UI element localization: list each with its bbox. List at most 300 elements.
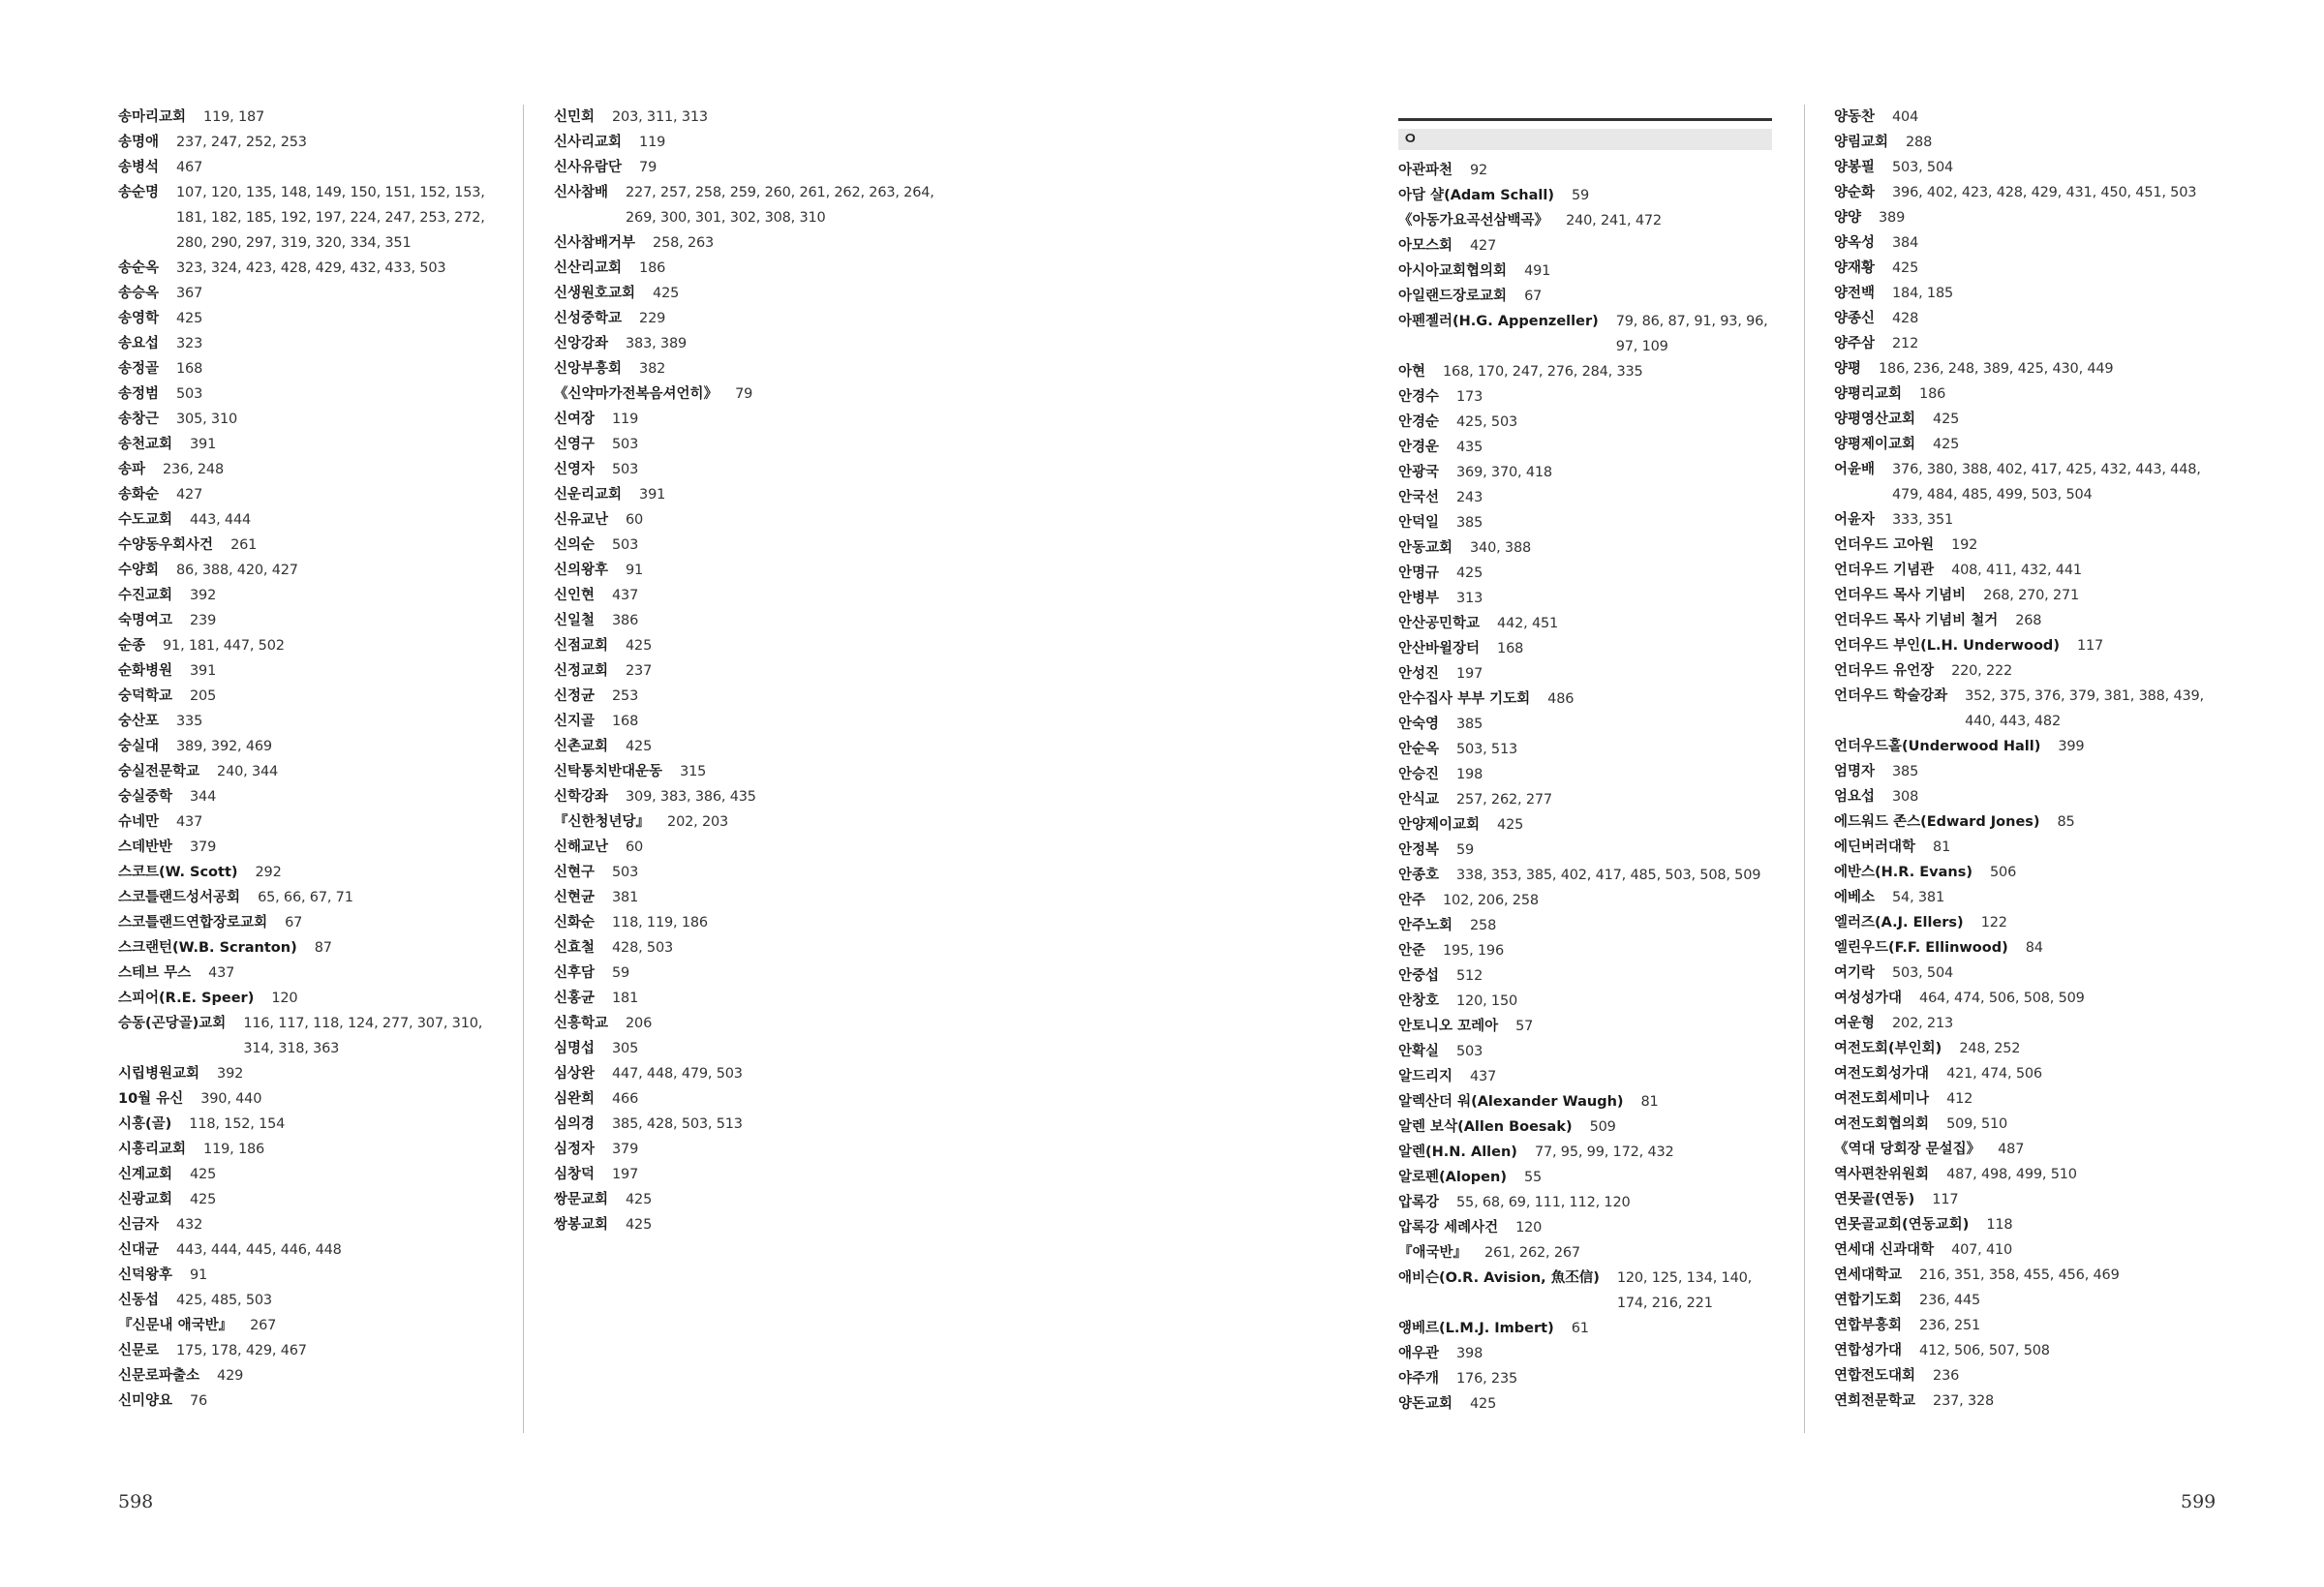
index-pages: 381 bbox=[612, 890, 639, 905]
index-entry bbox=[554, 407, 941, 432]
index-pages: 437 bbox=[1470, 1069, 1497, 1084]
index-pages: 389 bbox=[1879, 210, 1906, 226]
index-pages: 425 bbox=[190, 1167, 217, 1182]
index-entry bbox=[554, 306, 941, 331]
index-pages: 503 bbox=[612, 537, 639, 553]
index-entry bbox=[118, 432, 505, 457]
index-pages: 385 bbox=[1456, 515, 1483, 531]
index-pages: 437 bbox=[612, 588, 639, 603]
index-entry bbox=[118, 608, 505, 633]
index-term: 에반스(H.R. Evans) bbox=[1834, 865, 1973, 880]
index-term: 여성성가대 bbox=[1834, 991, 1903, 1006]
index-pages: 220, 222 bbox=[1951, 663, 2013, 679]
index-pages: 386 bbox=[612, 613, 639, 628]
index-term: 신흥학교 bbox=[554, 1016, 609, 1031]
index-entry bbox=[1398, 435, 1772, 460]
index-pages: 379 bbox=[190, 839, 217, 855]
index-term: 알렌 보삭(Allen Boesak) bbox=[1398, 1119, 1573, 1135]
index-term: 아관파천 bbox=[1398, 163, 1453, 178]
index-term: 신영자 bbox=[554, 462, 596, 477]
index-entry bbox=[1398, 888, 1772, 913]
index-pages: 391 bbox=[639, 487, 666, 503]
index-term: 신효철 bbox=[554, 940, 596, 956]
index-term: 여전도회(부인회) bbox=[1834, 1041, 1942, 1056]
index-term: 송순명 bbox=[118, 185, 160, 200]
index-term: 양양 bbox=[1834, 210, 1862, 226]
index-pages: 55 bbox=[1523, 1170, 1543, 1185]
index-entry bbox=[554, 1061, 941, 1086]
index-pages: 243 bbox=[1456, 490, 1483, 505]
index-entry bbox=[1834, 256, 2221, 281]
index-pages: 206 bbox=[626, 1016, 653, 1031]
index-pages: 55, 68, 69, 111, 112, 120 bbox=[1456, 1195, 1631, 1210]
index-term: 송정범 bbox=[118, 386, 160, 402]
index-pages: 503, 504 bbox=[1892, 965, 1954, 981]
index-term: 신정균 bbox=[554, 688, 596, 704]
index-term: 안종호 bbox=[1398, 868, 1440, 883]
index-pages: 487 bbox=[1998, 1142, 2025, 1157]
index-entry bbox=[554, 256, 941, 281]
index-term: 심의경 bbox=[554, 1116, 596, 1132]
index-pages: 509 bbox=[1589, 1119, 1616, 1135]
index-entry bbox=[1834, 281, 2221, 306]
index-term: 양평 bbox=[1834, 361, 1862, 377]
index-pages: 216, 351, 358, 455, 456, 469 bbox=[1919, 1267, 2120, 1283]
index-pages: 384 bbox=[1892, 235, 1919, 251]
index-term: 송영학 bbox=[118, 311, 160, 326]
column-divider bbox=[523, 105, 524, 1433]
index-pages: 85 bbox=[2057, 814, 2075, 830]
index-pages: 503 bbox=[1456, 1044, 1483, 1059]
index-pages: 61 bbox=[1571, 1321, 1589, 1336]
index-term: 신지골 bbox=[554, 714, 596, 729]
index-entry bbox=[1834, 558, 2221, 583]
index-entry bbox=[1834, 381, 2221, 407]
index-pages: 437 bbox=[208, 965, 235, 981]
index-term: 시흥(골) bbox=[118, 1116, 172, 1132]
index-entry bbox=[1398, 1039, 1772, 1064]
section-rule bbox=[1398, 118, 1772, 121]
index-term: 안국선 bbox=[1398, 490, 1440, 505]
index-term: 신사유람단 bbox=[554, 160, 623, 175]
index-pages: 117 bbox=[2076, 638, 2104, 654]
index-entry bbox=[554, 281, 941, 306]
index-pages: 76 bbox=[190, 1393, 208, 1409]
index-entry bbox=[554, 1086, 941, 1112]
index-term: 연희전문학교 bbox=[1834, 1393, 1916, 1409]
index-pages: 59 bbox=[612, 965, 630, 981]
index-entry bbox=[1834, 910, 2221, 935]
index-entry bbox=[118, 256, 505, 281]
index-entry bbox=[1398, 1190, 1772, 1215]
index-entry bbox=[1834, 105, 2221, 130]
index-pages: 77, 95, 99, 172, 432 bbox=[1534, 1144, 1674, 1160]
index-pages: 425 bbox=[626, 1192, 653, 1207]
index-term: 신덕왕후 bbox=[118, 1267, 173, 1283]
index-term: 쌍봉교회 bbox=[554, 1217, 609, 1233]
index-entry bbox=[1398, 762, 1772, 787]
index-entry bbox=[1834, 331, 2221, 356]
index-entry bbox=[554, 331, 941, 356]
index-term: 안승진 bbox=[1398, 767, 1440, 782]
index-entry bbox=[118, 1263, 505, 1288]
index-pages: 81 bbox=[1640, 1094, 1659, 1110]
index-entry bbox=[118, 709, 505, 734]
index-pages: 333, 351 bbox=[1892, 512, 1954, 528]
index-pages: 313 bbox=[1456, 591, 1483, 606]
index-entry bbox=[1834, 457, 2221, 507]
index-pages: 425 bbox=[1470, 1396, 1497, 1412]
index-term: 신사참배거부 bbox=[554, 235, 636, 251]
index-term: 송순옥 bbox=[118, 260, 160, 276]
index-entry bbox=[554, 583, 941, 608]
index-pages: 338, 353, 385, 402, 417, 485, 503, 508, 509 bbox=[1456, 868, 1761, 883]
index-term: 신사참배 bbox=[554, 185, 609, 200]
index-pages: 392 bbox=[190, 588, 217, 603]
index-term: 10월 유신 bbox=[118, 1091, 184, 1107]
index-pages: 305 bbox=[612, 1041, 639, 1056]
index-term: 아일랜드장로교회 bbox=[1398, 289, 1508, 304]
index-term: 엘린우드(F.F. Ellinwood) bbox=[1834, 940, 2008, 956]
index-pages: 168 bbox=[612, 714, 639, 729]
index-pages: 54, 381 bbox=[1892, 890, 1944, 905]
index-pages: 168, 170, 247, 276, 284, 335 bbox=[1443, 364, 1643, 380]
index-entry bbox=[1834, 986, 2221, 1011]
index-entry bbox=[118, 809, 505, 835]
index-pages: 503, 513 bbox=[1456, 742, 1518, 757]
index-entry bbox=[1398, 1089, 1772, 1114]
index-entry bbox=[1834, 130, 2221, 155]
index-pages: 340, 388 bbox=[1470, 540, 1532, 556]
index-column-3 bbox=[1398, 118, 1772, 1417]
index-term: 스테브 무스 bbox=[118, 965, 192, 981]
index-pages: 427 bbox=[1470, 238, 1497, 254]
index-pages: 443, 444 bbox=[190, 512, 252, 528]
index-pages: 236, 445 bbox=[1919, 1293, 1981, 1308]
index-pages: 237 bbox=[626, 663, 653, 679]
index-term: 양동찬 bbox=[1834, 109, 1876, 125]
index-pages: 367 bbox=[176, 286, 203, 301]
index-entry bbox=[554, 558, 941, 583]
index-entry bbox=[1834, 961, 2221, 986]
index-term: 신성중학교 bbox=[554, 311, 623, 326]
index-entry bbox=[554, 885, 941, 910]
index-pages: 205 bbox=[190, 688, 217, 704]
index-entry bbox=[554, 1137, 941, 1162]
index-entry bbox=[554, 230, 941, 256]
index-entry bbox=[1834, 306, 2221, 331]
index-pages: 309, 383, 386, 435 bbox=[626, 789, 756, 805]
index-pages: 487, 498, 499, 510 bbox=[1946, 1167, 2077, 1182]
index-entry bbox=[1398, 1064, 1772, 1089]
index-term: 스코틀랜드연합장로교회 bbox=[118, 915, 268, 931]
index-entry bbox=[1834, 734, 2221, 759]
index-entry bbox=[554, 1212, 941, 1237]
index-term: 숭산포 bbox=[118, 714, 160, 729]
index-entry bbox=[1834, 1086, 2221, 1112]
index-pages: 202, 213 bbox=[1892, 1016, 1954, 1031]
index-pages: 344 bbox=[190, 789, 217, 805]
index-pages: 443, 444, 445, 446, 448 bbox=[176, 1242, 342, 1258]
index-term: 언더우드 목사 기념비 철거 bbox=[1834, 613, 1999, 628]
index-pages: 237, 328 bbox=[1933, 1393, 1995, 1409]
index-pages: 396, 402, 423, 428, 429, 431, 450, 451, 503 bbox=[1892, 185, 2197, 200]
index-term: 애비슨(O.R. Avision, 魚丕信) bbox=[1398, 1270, 1600, 1286]
index-pages: 425 bbox=[626, 1217, 653, 1233]
index-entry bbox=[118, 583, 505, 608]
index-term: 안주 bbox=[1398, 893, 1426, 908]
index-entry bbox=[554, 533, 941, 558]
index-entry bbox=[554, 986, 941, 1011]
index-term: 수진교회 bbox=[118, 588, 173, 603]
index-pages: 425 bbox=[626, 739, 653, 754]
index-pages: 91 bbox=[626, 563, 644, 578]
index-pages: 267 bbox=[250, 1318, 277, 1333]
index-term: 아펜젤러(H.G. Appenzeller) bbox=[1398, 314, 1599, 329]
index-entry bbox=[118, 633, 505, 658]
index-term: 안산공민학교 bbox=[1398, 616, 1481, 631]
index-term: 《아동가요곡선삼백곡》 bbox=[1398, 213, 1549, 229]
index-term: 아모스회 bbox=[1398, 238, 1453, 254]
index-pages: 432 bbox=[176, 1217, 203, 1233]
index-entry bbox=[1834, 356, 2221, 381]
index-pages: 412 bbox=[1946, 1091, 1973, 1107]
index-pages: 315 bbox=[680, 764, 707, 779]
index-term: 안창호 bbox=[1398, 993, 1440, 1009]
index-entry bbox=[554, 130, 941, 155]
index-entry bbox=[1834, 205, 2221, 230]
index-entry bbox=[554, 507, 941, 533]
index-term: 송파 bbox=[118, 462, 146, 477]
index-term: 숙명여고 bbox=[118, 613, 173, 628]
index-entry bbox=[118, 356, 505, 381]
index-term: 신대균 bbox=[118, 1242, 160, 1258]
index-entry bbox=[554, 1011, 941, 1036]
index-pages: 229 bbox=[639, 311, 666, 326]
index-term: 여운형 bbox=[1834, 1016, 1876, 1031]
index-pages: 385 bbox=[1892, 764, 1919, 779]
index-term: 신의왕후 bbox=[554, 563, 609, 578]
index-entry bbox=[118, 1112, 505, 1137]
index-term: 신후담 bbox=[554, 965, 596, 981]
index-term: 신의순 bbox=[554, 537, 596, 553]
index-pages: 407, 410 bbox=[1951, 1242, 2013, 1258]
index-entry bbox=[1398, 938, 1772, 963]
index-entry bbox=[554, 734, 941, 759]
index-pages: 404 bbox=[1892, 109, 1919, 125]
index-term: 알렌(H.N. Allen) bbox=[1398, 1144, 1517, 1160]
index-entry bbox=[118, 1061, 505, 1086]
index-term: 신현구 bbox=[554, 865, 596, 880]
index-entry bbox=[118, 558, 505, 583]
index-entry bbox=[554, 809, 941, 835]
index-term: 안경운 bbox=[1398, 440, 1440, 455]
index-entry bbox=[1834, 1112, 2221, 1137]
index-term: 애우관 bbox=[1398, 1346, 1440, 1361]
index-term: 신홍균 bbox=[554, 991, 596, 1006]
index-entry bbox=[118, 180, 505, 256]
index-entry bbox=[1398, 359, 1772, 384]
index-pages: 503 bbox=[612, 865, 639, 880]
column-divider bbox=[1804, 105, 1805, 1433]
index-entry bbox=[118, 835, 505, 860]
index-pages: 503 bbox=[176, 386, 203, 402]
index-term: 에베소 bbox=[1834, 890, 1876, 905]
index-term: 안경순 bbox=[1398, 414, 1440, 430]
index-pages: 168 bbox=[1497, 641, 1524, 656]
index-term: 숭실대 bbox=[118, 739, 160, 754]
index-term: 알드리지 bbox=[1398, 1069, 1453, 1084]
index-entry bbox=[1398, 1341, 1772, 1366]
index-term: 양주삼 bbox=[1834, 336, 1876, 351]
index-entry bbox=[554, 784, 941, 809]
index-term: 연합부흥회 bbox=[1834, 1318, 1903, 1333]
index-term: 쌍문교회 bbox=[554, 1192, 609, 1207]
index-pages: 427 bbox=[176, 487, 203, 503]
index-pages: 175, 178, 429, 467 bbox=[176, 1343, 307, 1358]
index-pages: 425 bbox=[1497, 817, 1524, 833]
index-pages: 425 bbox=[1933, 437, 1960, 452]
index-entry bbox=[1398, 1266, 1772, 1316]
index-term: 수도교회 bbox=[118, 512, 173, 528]
index-entry bbox=[1398, 812, 1772, 838]
index-term: 안식교 bbox=[1398, 792, 1440, 808]
index-entry bbox=[1834, 155, 2221, 180]
index-pages: 202, 203 bbox=[667, 814, 729, 830]
index-term: 신촌교회 bbox=[554, 739, 609, 754]
index-pages: 352, 375, 376, 379, 381, 388, 439, 440, 443, 482 bbox=[1965, 688, 2204, 729]
index-entry bbox=[1398, 636, 1772, 661]
index-term: 신앙강좌 bbox=[554, 336, 609, 351]
index-entry bbox=[554, 180, 941, 230]
index-term: 송병석 bbox=[118, 160, 160, 175]
index-entry bbox=[1834, 860, 2221, 885]
index-entry bbox=[118, 1187, 505, 1212]
index-entry bbox=[1398, 1366, 1772, 1391]
index-entry bbox=[118, 306, 505, 331]
index-pages: 59 bbox=[1456, 842, 1475, 858]
index-term: 안정복 bbox=[1398, 842, 1440, 858]
index-entry bbox=[118, 684, 505, 709]
index-entry bbox=[1834, 1212, 2221, 1237]
index-term: 심창덕 bbox=[554, 1167, 596, 1182]
index-pages: 258, 263 bbox=[653, 235, 715, 251]
index-pages: 258 bbox=[1470, 918, 1497, 933]
index-pages: 429 bbox=[217, 1368, 244, 1384]
index-entry bbox=[1398, 687, 1772, 712]
index-term: 안덕일 bbox=[1398, 515, 1440, 531]
index-entry bbox=[1834, 432, 2221, 457]
index-entry bbox=[118, 281, 505, 306]
index-pages: 506 bbox=[1990, 865, 2017, 880]
index-term: 심완희 bbox=[554, 1091, 596, 1107]
index-pages: 67 bbox=[285, 915, 303, 931]
index-pages: 65, 66, 67, 71 bbox=[258, 890, 353, 905]
index-entry bbox=[1398, 787, 1772, 812]
index-term: 숭실전문학교 bbox=[118, 764, 200, 779]
index-term: 연세대학교 bbox=[1834, 1267, 1903, 1283]
index-entry bbox=[554, 910, 941, 935]
section-header: ㅇ bbox=[1398, 129, 1772, 150]
index-column-4 bbox=[1834, 105, 2221, 1414]
index-term: 신유교난 bbox=[554, 512, 609, 528]
index-term: 어윤자 bbox=[1834, 512, 1876, 528]
index-pages: 268, 270, 271 bbox=[1983, 588, 2080, 603]
index-entry bbox=[1834, 835, 2221, 860]
index-entry bbox=[1834, 784, 2221, 809]
index-entry bbox=[118, 784, 505, 809]
index-entry bbox=[1398, 309, 1772, 359]
index-entry bbox=[554, 709, 941, 734]
index-entry bbox=[118, 910, 505, 935]
index-entry bbox=[1398, 284, 1772, 309]
index-term: 언더우드 고아원 bbox=[1834, 537, 1935, 553]
index-pages: 392 bbox=[217, 1066, 244, 1082]
index-pages: 323, 324, 423, 428, 429, 432, 433, 503 bbox=[176, 260, 446, 276]
index-entry bbox=[118, 986, 505, 1011]
index-entry bbox=[1398, 158, 1772, 183]
index-term: 안준 bbox=[1398, 943, 1426, 959]
index-entry bbox=[554, 835, 941, 860]
index-term: 스데반반 bbox=[118, 839, 173, 855]
index-pages: 503 bbox=[612, 462, 639, 477]
index-entry bbox=[554, 155, 941, 180]
index-pages: 382 bbox=[639, 361, 666, 377]
index-entry bbox=[1834, 1036, 2221, 1061]
index-term: 안명규 bbox=[1398, 565, 1440, 581]
index-entry bbox=[1834, 684, 2221, 734]
index-pages: 237, 247, 252, 253 bbox=[176, 135, 307, 150]
index-entry bbox=[554, 457, 941, 482]
index-entry bbox=[554, 356, 941, 381]
index-term: 야주개 bbox=[1398, 1371, 1440, 1387]
index-pages: 467 bbox=[176, 160, 203, 175]
index-term: 양돈교회 bbox=[1398, 1396, 1453, 1412]
index-pages: 120, 150 bbox=[1456, 993, 1518, 1009]
index-entry bbox=[1834, 658, 2221, 684]
index-entry bbox=[1834, 1313, 2221, 1338]
index-term: 알로펜(Alopen) bbox=[1398, 1170, 1507, 1185]
index-term: 《신약마가전복음셔언히》 bbox=[554, 386, 719, 402]
index-pages: 486 bbox=[1547, 691, 1575, 707]
index-term: 연못골(연동) bbox=[1834, 1192, 1915, 1207]
index-entry bbox=[1398, 1316, 1772, 1341]
index-term: 신현균 bbox=[554, 890, 596, 905]
index-pages: 425 bbox=[1456, 565, 1483, 581]
index-entry bbox=[1834, 533, 2221, 558]
index-pages: 119, 187 bbox=[203, 109, 265, 125]
index-entry bbox=[118, 1011, 505, 1061]
index-entry bbox=[1398, 535, 1772, 561]
index-entry bbox=[1398, 460, 1772, 485]
index-term: 수양회 bbox=[118, 563, 160, 578]
index-term: 신일철 bbox=[554, 613, 596, 628]
index-pages: 79 bbox=[735, 386, 753, 402]
index-pages: 86, 388, 420, 427 bbox=[176, 563, 298, 578]
index-entry bbox=[554, 860, 941, 885]
index-entry bbox=[1398, 661, 1772, 687]
index-entry bbox=[1834, 1162, 2221, 1187]
index-pages: 292 bbox=[255, 865, 282, 880]
index-pages: 236, 248 bbox=[163, 462, 224, 477]
index-entry bbox=[118, 407, 505, 432]
index-term: 아현 bbox=[1398, 364, 1426, 380]
index-pages: 81 bbox=[1933, 839, 1951, 855]
index-term: 연못골교회(연동교회) bbox=[1834, 1217, 1970, 1233]
index-term: 안양제이교회 bbox=[1398, 817, 1481, 833]
index-pages: 84 bbox=[2025, 940, 2043, 956]
index-term: 양순화 bbox=[1834, 185, 1876, 200]
